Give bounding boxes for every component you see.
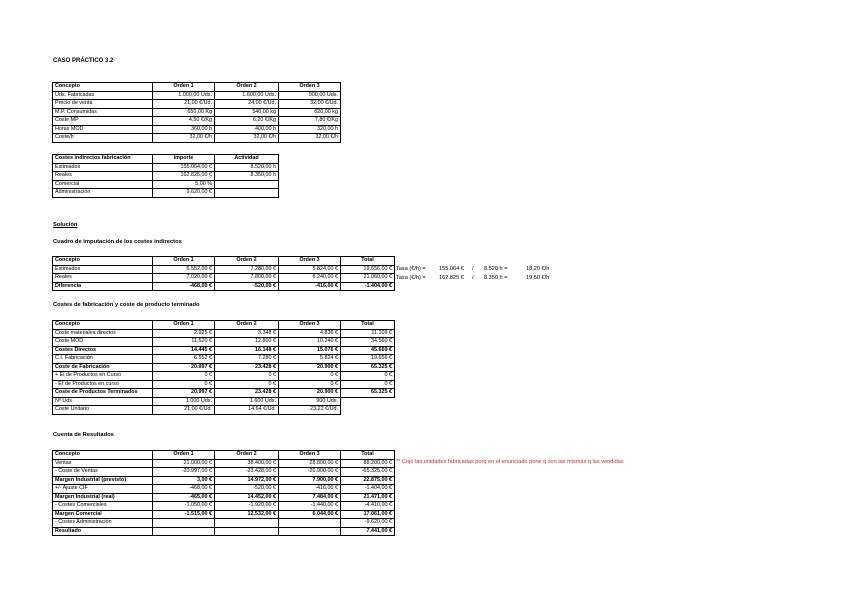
table-row xyxy=(53,389,395,398)
cell: Horas MOD xyxy=(53,125,153,134)
table-row xyxy=(53,100,341,109)
cell: 5.824,00 € xyxy=(279,265,341,274)
header-cell: Concepto xyxy=(53,321,153,330)
table-row xyxy=(53,468,395,477)
table-row xyxy=(53,476,395,485)
cell: Coste de Fabricación xyxy=(53,363,153,372)
cell: + Ei de Productos en Curso xyxy=(53,372,153,381)
table-row xyxy=(53,355,395,364)
cell: 8.350,00 h xyxy=(215,172,279,181)
cell: 6.240,00 € xyxy=(279,274,341,283)
cell: 15.076 € xyxy=(279,346,341,355)
cell: -416,00 € xyxy=(279,485,341,494)
table-row xyxy=(53,502,395,511)
cell: 7.900,00 € xyxy=(279,476,341,485)
cell: -416,00 € xyxy=(279,282,341,291)
header-cell: Orden 3 xyxy=(279,451,341,460)
header-cell: Concepto xyxy=(53,83,153,92)
cell: 12.532,00 € xyxy=(215,510,279,519)
empty-cell xyxy=(341,397,395,406)
table-header-row xyxy=(53,257,395,266)
table-row xyxy=(53,108,341,117)
cell xyxy=(153,519,215,528)
cell: -1.920,00 € xyxy=(215,502,279,511)
cell: Administración xyxy=(53,189,153,198)
table-row xyxy=(53,519,395,528)
table-row xyxy=(53,372,395,381)
cell: 5,00 % xyxy=(153,180,215,189)
cell: 0 € xyxy=(215,380,279,389)
cell: Costes Directos xyxy=(53,346,153,355)
header-cell: Concepto xyxy=(53,257,153,266)
cell: 0 € xyxy=(279,380,341,389)
cell: 21,00 €/Ud. xyxy=(153,406,215,415)
cell: 7.441,00 € xyxy=(341,527,395,536)
cell: 4,50 €/Kg xyxy=(153,117,215,126)
table-row xyxy=(53,338,395,347)
cell xyxy=(215,189,279,198)
cell: 7,80 €/Kg xyxy=(279,117,341,126)
cell: Precio de venta xyxy=(53,100,153,109)
cell: 400,00 h xyxy=(215,125,279,134)
cell: 0 € xyxy=(279,372,341,381)
cell: -465,00 € xyxy=(153,493,215,502)
table-row xyxy=(53,346,395,355)
cell: 0 € xyxy=(341,380,395,389)
cell: 88.200,00 € xyxy=(341,459,395,468)
section-title: Costes de fabricación y coste de producto terminado xyxy=(53,302,200,308)
table-row xyxy=(53,274,395,283)
cell: +/- Ajuste CIF xyxy=(53,485,153,494)
tasa-horas: 8.520 h = xyxy=(484,266,508,272)
cell: 23.428 € xyxy=(215,389,279,398)
cif-table xyxy=(52,154,279,198)
cell: 1.600 Uds. xyxy=(215,397,279,406)
cell: 1.000 Uds. xyxy=(153,397,215,406)
tasa-line xyxy=(396,266,550,272)
red-note: ** Cojo las unidades fabricadas porq en el enunciado pone q son las mismas q las vendidas xyxy=(396,459,624,465)
cell: 1.000,00 Uds. xyxy=(153,91,215,100)
cell: Estimados xyxy=(53,265,153,274)
table-header-row xyxy=(53,83,341,92)
table-row xyxy=(53,406,395,415)
cell: 10.240 € xyxy=(279,338,341,347)
cell: 2.925 € xyxy=(153,329,215,338)
cell: 6.552 € xyxy=(153,355,215,364)
table-row xyxy=(53,180,279,189)
cell: 19.656 € xyxy=(341,355,395,364)
cell: - Coste de Ventas xyxy=(53,468,153,477)
cell xyxy=(215,180,279,189)
cell: 20.900 € xyxy=(279,363,341,372)
cell: 14.452,00 € xyxy=(215,493,279,502)
tasa-slash: / xyxy=(472,275,474,281)
cell: 21.471,00 € xyxy=(341,493,395,502)
cell: Estimados xyxy=(53,163,153,172)
tasa-importe: 162.825 € xyxy=(439,275,464,281)
imputation-table xyxy=(52,256,395,291)
empty-cell xyxy=(341,406,395,415)
cell: 23,22 €/Ud. xyxy=(279,406,341,415)
income-statement-table xyxy=(52,450,395,536)
cell: 16.148 € xyxy=(215,346,279,355)
cell: 20.997 € xyxy=(153,389,215,398)
cell: -468,00 € xyxy=(153,282,215,291)
cell: - Costes Comerciales xyxy=(53,502,153,511)
cell: Margen Industrial (previsto) xyxy=(53,476,153,485)
table-header-row xyxy=(53,451,395,460)
header-cell: Orden 1 xyxy=(153,451,215,460)
cell: 7.280 € xyxy=(215,355,279,364)
cell: - Costes Administración xyxy=(53,519,153,528)
cell: Ventas xyxy=(53,459,153,468)
page-title: CASO PRÁCTICO 3.2 xyxy=(53,58,114,64)
cell: 22.875,00 € xyxy=(341,476,395,485)
header-cell: Orden 2 xyxy=(215,83,279,92)
cell xyxy=(215,527,279,536)
cell: 20.997 € xyxy=(153,363,215,372)
cell: Coste materiales directos xyxy=(53,329,153,338)
header-cell: Importe xyxy=(153,155,215,164)
tasa-line xyxy=(396,275,550,281)
cell: Comercial xyxy=(53,180,153,189)
cell: 7.280,00 € xyxy=(215,265,279,274)
table-row xyxy=(53,265,395,274)
cell: -20.900,00 € xyxy=(279,468,341,477)
cell: 0 € xyxy=(215,372,279,381)
cell xyxy=(279,519,341,528)
cell: -468,00 € xyxy=(153,485,215,494)
table-row xyxy=(53,493,395,502)
cell: 7.484,00 € xyxy=(279,493,341,502)
cell: 320,00 h xyxy=(279,125,341,134)
tasa-horas: 8.350 h = xyxy=(484,275,508,281)
cell: 6.044,00 € xyxy=(279,510,341,519)
cell: 12.800 € xyxy=(215,338,279,347)
cell: 21.060,00 € xyxy=(341,274,395,283)
cell: 900 Uds. xyxy=(279,397,341,406)
table-row xyxy=(53,163,279,172)
cell xyxy=(279,527,341,536)
header-cell: Orden 3 xyxy=(279,321,341,330)
cell: 23.428 € xyxy=(215,363,279,372)
table-row xyxy=(53,363,395,372)
cell: Coste de Productos Terminados xyxy=(53,389,153,398)
table-row xyxy=(53,380,395,389)
tasa-label: Tasa (€/h) = xyxy=(396,266,426,272)
cell: Coste MP xyxy=(53,117,153,126)
tasa-label: Tasa (€/h) = xyxy=(396,275,426,281)
cell: 28.800,00 € xyxy=(279,459,341,468)
cell: 45.669 € xyxy=(341,346,395,355)
cell: -23.428,00 € xyxy=(215,468,279,477)
cell: 17.061,00 € xyxy=(341,510,395,519)
cell: 14.972,00 € xyxy=(215,476,279,485)
cell: -1.050,00 € xyxy=(153,502,215,511)
cell: 34.560 € xyxy=(341,338,395,347)
cell: 14,64 €/Ud. xyxy=(215,406,279,415)
manufacturing-cost-table xyxy=(52,320,395,415)
tasa-importe: 155.064 € xyxy=(439,266,464,272)
cell: 7.800,00 € xyxy=(215,274,279,283)
cell: M.P. Consumidas xyxy=(53,108,153,117)
cell: -1.440,00 € xyxy=(279,502,341,511)
cell xyxy=(215,519,279,528)
header-cell: Actividad xyxy=(215,155,279,164)
cell: Coste/h xyxy=(53,134,153,143)
cell: -9.620,00 € xyxy=(341,519,395,528)
cell: -1.404,00 € xyxy=(341,485,395,494)
header-cell: Orden 2 xyxy=(215,451,279,460)
solution-heading: Solución xyxy=(53,222,78,228)
cell: Coste MOD xyxy=(53,338,153,347)
cell: -1.515,00 € xyxy=(153,510,215,519)
cell: 7.020,00 € xyxy=(153,274,215,283)
table-row xyxy=(53,91,341,100)
datos-table xyxy=(52,82,341,143)
cell: 155.064,00 € xyxy=(153,163,215,172)
header-cell: Orden 1 xyxy=(153,83,215,92)
cell: 14.445 € xyxy=(153,346,215,355)
cell: 6.552,00 € xyxy=(153,265,215,274)
header-cell: Total xyxy=(341,451,395,460)
section-title: Cuadro de imputación de los costes indirectos xyxy=(53,239,182,245)
cell: C.I. Fabricación xyxy=(53,355,153,364)
cell: -1.404,00 € xyxy=(341,282,395,291)
cell: -65.325,00 € xyxy=(341,468,395,477)
cell: Nº Uds xyxy=(53,397,153,406)
header-cell: Concepto xyxy=(53,451,153,460)
cell: 0 € xyxy=(153,372,215,381)
header-cell: Total xyxy=(341,321,395,330)
cell: Coste Unitario xyxy=(53,406,153,415)
cell: 4.836 € xyxy=(279,329,341,338)
cell: 900,00 Uds. xyxy=(279,91,341,100)
table-row xyxy=(53,527,395,536)
tasa-slash: / xyxy=(472,266,474,272)
table-row xyxy=(53,329,395,338)
cell: 24,00 €/Ud. xyxy=(215,100,279,109)
table-row xyxy=(53,134,341,143)
cell: -520,00 € xyxy=(215,282,279,291)
cell: Margen Industrial (real) xyxy=(53,493,153,502)
cell: Uds. Fabricadas xyxy=(53,91,153,100)
cell xyxy=(153,527,215,536)
header-cell: Orden 3 xyxy=(279,257,341,266)
table-row xyxy=(53,397,395,406)
tasa-result: 19,50 €/h xyxy=(526,275,550,281)
header-cell: Costes indirectos fabricación xyxy=(53,155,153,164)
table-row xyxy=(53,459,395,468)
cell: 8.520,00 h xyxy=(215,163,279,172)
cell: -20.997,00 € xyxy=(153,468,215,477)
header-cell: Total xyxy=(341,257,395,266)
header-cell: Orden 1 xyxy=(153,257,215,266)
cell: Margen Comercial xyxy=(53,510,153,519)
tasa-result: 18,20 €/h xyxy=(526,266,550,272)
table-header-row xyxy=(53,155,279,164)
cell: 360,00 h xyxy=(153,125,215,134)
cell: 21,00 €/Ud. xyxy=(153,100,215,109)
cell: 32,00 €/h xyxy=(279,134,341,143)
section-title: Cuenta de Resultados xyxy=(53,432,114,438)
cell: 650,00 Kg xyxy=(153,108,215,117)
cell: 21.000,00 € xyxy=(153,459,215,468)
cell: 19.656,00 € xyxy=(341,265,395,274)
table-row xyxy=(53,485,395,494)
cell: 65.325 € xyxy=(341,363,395,372)
cell: -4.410,00 € xyxy=(341,502,395,511)
cell: 38.400,00 € xyxy=(215,459,279,468)
cell: -520,00 € xyxy=(215,485,279,494)
cell: 9.620,00 € xyxy=(153,189,215,198)
cell: - Ef de Productos en curso xyxy=(53,380,153,389)
cell: 32,00 €/Ud. xyxy=(279,100,341,109)
cell: 540,00 kg xyxy=(215,108,279,117)
cell: Diferencia xyxy=(53,282,153,291)
cell: 3.348 € xyxy=(215,329,279,338)
cell: 32,00 €/h xyxy=(215,134,279,143)
cell: Resultado xyxy=(53,527,153,536)
table-row xyxy=(53,117,341,126)
cell: 1.600,00 Uds. xyxy=(215,91,279,100)
cell: 620,00 kg xyxy=(279,108,341,117)
table-header-row xyxy=(53,321,395,330)
table-row xyxy=(53,510,395,519)
cell: 11.109 € xyxy=(341,329,395,338)
table-row xyxy=(53,189,279,198)
header-cell: Orden 1 xyxy=(153,321,215,330)
cell: Reales xyxy=(53,274,153,283)
cell: Reales xyxy=(53,172,153,181)
cell: 0 € xyxy=(153,380,215,389)
cell: 5.824 € xyxy=(279,355,341,364)
cell: 32,00 €/h xyxy=(153,134,215,143)
header-cell: Orden 3 xyxy=(279,83,341,92)
header-cell: Orden 2 xyxy=(215,257,279,266)
cell: 11.520 € xyxy=(153,338,215,347)
table-row xyxy=(53,125,341,134)
table-row xyxy=(53,282,395,291)
cell: 162.825,00 € xyxy=(153,172,215,181)
header-cell: Orden 2 xyxy=(215,321,279,330)
cell: 0 € xyxy=(341,372,395,381)
cell: 20.900 € xyxy=(279,389,341,398)
table-row xyxy=(53,172,279,181)
cell: 3,00 € xyxy=(153,476,215,485)
cell: 65.325 € xyxy=(341,389,395,398)
cell: 6,20 €/Kg xyxy=(215,117,279,126)
